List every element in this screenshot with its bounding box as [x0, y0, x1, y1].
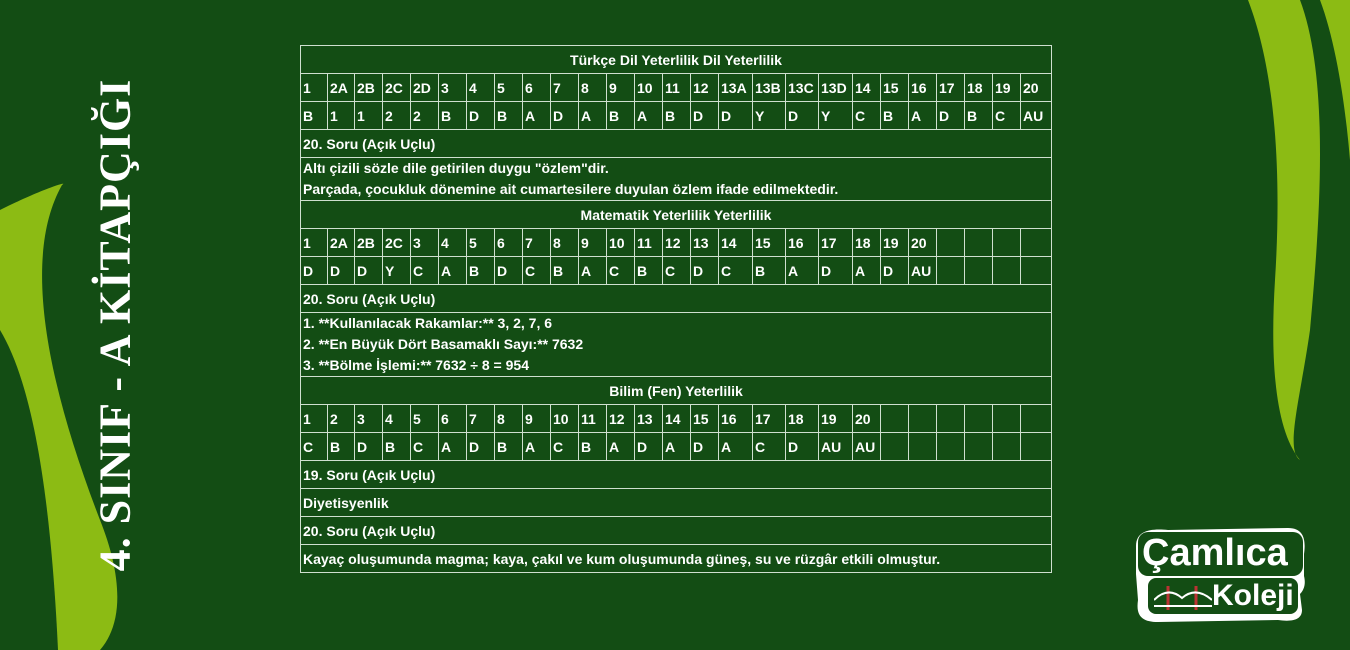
answer-cell: D	[551, 102, 579, 130]
answer-cell: D	[691, 433, 719, 461]
answer-cell: A	[607, 433, 635, 461]
question-number-cell: 9	[579, 229, 607, 257]
answer-cell: D	[495, 257, 523, 285]
answer-cell: C	[993, 102, 1021, 130]
bridge-icon	[1154, 582, 1212, 612]
question-number-cell: 17	[753, 405, 786, 433]
answer-cell: B	[301, 102, 328, 130]
question-number-cell: 1	[301, 74, 328, 102]
question-number-cell: 3	[355, 405, 383, 433]
question-number-cell: 15	[691, 405, 719, 433]
matematik-open-question-label: 20. Soru (Açık Uçlu)	[301, 285, 1052, 313]
question-number-cell: 7	[551, 74, 579, 102]
question-number-cell: 19	[993, 74, 1021, 102]
turkce-open-answer-line: Altı çizili sözle dile getirilen duygu "özlem"dir.	[303, 160, 609, 176]
answer-cell: D	[355, 257, 383, 285]
question-number-cell: 15	[881, 74, 909, 102]
question-number-cell: 18	[786, 405, 819, 433]
answer-cell: C	[301, 433, 328, 461]
school-logo	[1128, 524, 1308, 629]
question-number-cell: 5	[411, 405, 439, 433]
question-number-cell: 4	[383, 405, 411, 433]
answer-cell: 2	[411, 102, 439, 130]
question-number-cell	[937, 405, 965, 433]
question-number-cell	[993, 229, 1021, 257]
fen-q19-label: 19. Soru (Açık Uçlu)	[301, 461, 1052, 489]
answer-cell: C	[663, 257, 691, 285]
question-number-cell: 13C	[786, 74, 819, 102]
question-number-cell: 7	[467, 405, 495, 433]
question-number-cell: 9	[607, 74, 635, 102]
answer-cell: A	[719, 433, 753, 461]
answer-cell	[881, 433, 909, 461]
turkce-open-answer-line: Parçada, çocukluk dönemine ait cumartesilere duyulan özlem ifade edilmektedir.	[303, 181, 839, 197]
question-number-cell: 13	[635, 405, 663, 433]
turkce-question-numbers-row	[301, 74, 1052, 102]
question-number-cell: 2B	[355, 229, 383, 257]
answer-cell: AU	[1021, 102, 1052, 130]
answer-cell: C	[853, 102, 881, 130]
question-number-cell: 16	[909, 74, 937, 102]
answer-cell	[993, 433, 1021, 461]
question-number-cell: 4	[467, 74, 495, 102]
logo-name-line1: Çamlıca	[1142, 532, 1288, 574]
answer-cell: D	[355, 433, 383, 461]
matematik-open-answer-line: 2. **En Büyük Dört Basamaklı Sayı:** 7632	[303, 336, 584, 352]
question-number-cell: 2C	[383, 74, 411, 102]
answer-cell: C	[411, 257, 439, 285]
question-number-cell: 18	[853, 229, 881, 257]
answer-cell: Y	[383, 257, 411, 285]
question-number-cell: 6	[495, 229, 523, 257]
answer-cell: D	[786, 102, 819, 130]
question-number-cell: 13A	[719, 74, 753, 102]
answer-cell: B	[439, 102, 467, 130]
question-number-cell: 12	[691, 74, 719, 102]
fen-section-title: Bilim (Fen) Yeterlilik	[301, 377, 1052, 405]
answer-cell: D	[467, 102, 495, 130]
question-number-cell: 9	[523, 405, 551, 433]
answer-cell: AU	[819, 433, 853, 461]
answer-cell: 2	[383, 102, 411, 130]
question-number-cell: 11	[663, 74, 691, 102]
question-number-cell: 11	[635, 229, 663, 257]
answer-cell: A	[909, 102, 937, 130]
question-number-cell: 19	[881, 229, 909, 257]
answer-cell: B	[607, 102, 635, 130]
question-number-cell: 2D	[411, 74, 439, 102]
answer-cell: D	[819, 257, 853, 285]
answer-cell: D	[786, 433, 819, 461]
question-number-cell: 13D	[819, 74, 853, 102]
answer-key-table-container	[300, 45, 1050, 573]
question-number-cell: 20	[909, 229, 937, 257]
answer-cell	[937, 433, 965, 461]
answer-cell: B	[663, 102, 691, 130]
question-number-cell: 1	[301, 405, 328, 433]
answer-cell: C	[607, 257, 635, 285]
answer-cell: D	[635, 433, 663, 461]
turkce-open-question-label: 20. Soru (Açık Uçlu)	[301, 130, 1052, 158]
fen-answers-row	[301, 433, 1052, 461]
answer-cell: B	[551, 257, 579, 285]
question-number-cell: 6	[523, 74, 551, 102]
question-number-cell: 5	[467, 229, 495, 257]
answer-cell: D	[691, 257, 719, 285]
answer-cell	[1021, 257, 1052, 285]
right-leaf-shape	[1248, 0, 1320, 460]
answer-cell: B	[965, 102, 993, 130]
answer-cell: C	[753, 433, 786, 461]
answer-cell: C	[551, 433, 579, 461]
answer-cell	[1021, 433, 1052, 461]
question-number-cell: 13B	[753, 74, 786, 102]
question-number-cell: 16	[786, 229, 819, 257]
question-number-cell: 2B	[355, 74, 383, 102]
matematik-answers-row	[301, 257, 1052, 285]
answer-cell: D	[691, 102, 719, 130]
question-number-cell: 4	[439, 229, 467, 257]
fen-question-numbers-row	[301, 405, 1052, 433]
answer-cell	[965, 433, 993, 461]
question-number-cell	[965, 405, 993, 433]
answer-cell: A	[579, 102, 607, 130]
question-number-cell: 20	[1021, 74, 1052, 102]
question-number-cell	[965, 229, 993, 257]
logo-name-line2: Koleji	[1212, 579, 1294, 612]
answer-cell: 1	[355, 102, 383, 130]
right-leaf-shape-2	[1320, 0, 1350, 160]
question-number-cell: 10	[635, 74, 663, 102]
answer-cell: B	[753, 257, 786, 285]
answer-cell: B	[467, 257, 495, 285]
turkce-section-title: Türkçe Dil Yeterlilik Dil Yeterlilik	[301, 46, 1052, 74]
answer-cell: A	[439, 257, 467, 285]
answer-cell: A	[786, 257, 819, 285]
answer-cell: AU	[909, 257, 937, 285]
answer-key-table	[300, 45, 1052, 573]
answer-cell: B	[881, 102, 909, 130]
question-number-cell: 12	[663, 229, 691, 257]
question-number-cell: 3	[411, 229, 439, 257]
question-number-cell: 12	[607, 405, 635, 433]
answer-cell: B	[328, 433, 355, 461]
answer-cell: A	[663, 433, 691, 461]
question-number-cell: 2	[328, 405, 355, 433]
answer-cell: Y	[753, 102, 786, 130]
answer-cell: D	[719, 102, 753, 130]
question-number-cell: 10	[551, 405, 579, 433]
question-number-cell	[881, 405, 909, 433]
question-number-cell	[1021, 405, 1052, 433]
turkce-answers-row	[301, 102, 1052, 130]
answer-cell: D	[301, 257, 328, 285]
answer-cell: B	[495, 433, 523, 461]
answer-cell: D	[881, 257, 909, 285]
answer-cell: D	[328, 257, 355, 285]
question-number-cell: 13	[691, 229, 719, 257]
question-number-cell: 18	[965, 74, 993, 102]
matematik-open-answer-line: 3. **Bölme İşlemi:** 7632 ÷ 8 = 954	[303, 357, 529, 373]
booklet-title: 4. SINIF - A KİTAPÇIĞI	[90, 78, 140, 572]
question-number-cell	[909, 405, 937, 433]
matematik-section-title: Matematik Yeterlilik Yeterlilik	[301, 201, 1052, 229]
answer-cell: B	[579, 433, 607, 461]
answer-cell	[993, 257, 1021, 285]
question-number-cell: 19	[819, 405, 853, 433]
question-number-cell: 8	[495, 405, 523, 433]
question-number-cell: 11	[579, 405, 607, 433]
question-number-cell: 8	[579, 74, 607, 102]
question-number-cell	[1021, 229, 1052, 257]
question-number-cell	[993, 405, 1021, 433]
answer-cell: C	[523, 257, 551, 285]
question-number-cell	[937, 229, 965, 257]
answer-cell	[965, 257, 993, 285]
fen-q19-answer: Diyetisyenlik	[301, 489, 1052, 517]
question-number-cell: 14	[719, 229, 753, 257]
answer-cell: B	[635, 257, 663, 285]
question-number-cell: 2A	[328, 229, 355, 257]
matematik-question-numbers-row	[301, 229, 1052, 257]
question-number-cell: 17	[819, 229, 853, 257]
answer-cell: B	[383, 433, 411, 461]
question-number-cell: 2C	[383, 229, 411, 257]
answer-cell: A	[579, 257, 607, 285]
answer-cell: AU	[853, 433, 881, 461]
matematik-open-answer-line: 1. **Kullanılacak Rakamlar:** 3, 2, 7, 6	[303, 315, 553, 331]
question-number-cell: 6	[439, 405, 467, 433]
fen-q20-answer: Kayaç oluşumunda magma; kaya, çakıl ve kum oluşumunda güneş, su ve rüzgâr etkili olmuştur.	[301, 545, 1052, 573]
answer-cell: A	[523, 102, 551, 130]
question-number-cell: 16	[719, 405, 753, 433]
answer-cell: 1	[328, 102, 355, 130]
question-number-cell: 2A	[328, 74, 355, 102]
matematik-open-answer	[301, 313, 1052, 377]
question-number-cell: 5	[495, 74, 523, 102]
question-number-cell: 7	[523, 229, 551, 257]
answer-cell: C	[411, 433, 439, 461]
question-number-cell: 17	[937, 74, 965, 102]
answer-cell: A	[439, 433, 467, 461]
question-number-cell: 8	[551, 229, 579, 257]
answer-cell: A	[523, 433, 551, 461]
question-number-cell: 15	[753, 229, 786, 257]
answer-cell: Y	[819, 102, 853, 130]
answer-cell: D	[937, 102, 965, 130]
question-number-cell: 10	[607, 229, 635, 257]
answer-cell: D	[467, 433, 495, 461]
question-number-cell: 20	[853, 405, 881, 433]
answer-cell: A	[853, 257, 881, 285]
answer-cell: B	[495, 102, 523, 130]
answer-cell: A	[635, 102, 663, 130]
question-number-cell: 14	[853, 74, 881, 102]
answer-cell	[909, 433, 937, 461]
fen-q20-label: 20. Soru (Açık Uçlu)	[301, 517, 1052, 545]
question-number-cell: 14	[663, 405, 691, 433]
turkce-open-answer	[301, 158, 1052, 201]
question-number-cell: 3	[439, 74, 467, 102]
answer-cell	[937, 257, 965, 285]
question-number-cell: 1	[301, 229, 328, 257]
answer-cell: C	[719, 257, 753, 285]
